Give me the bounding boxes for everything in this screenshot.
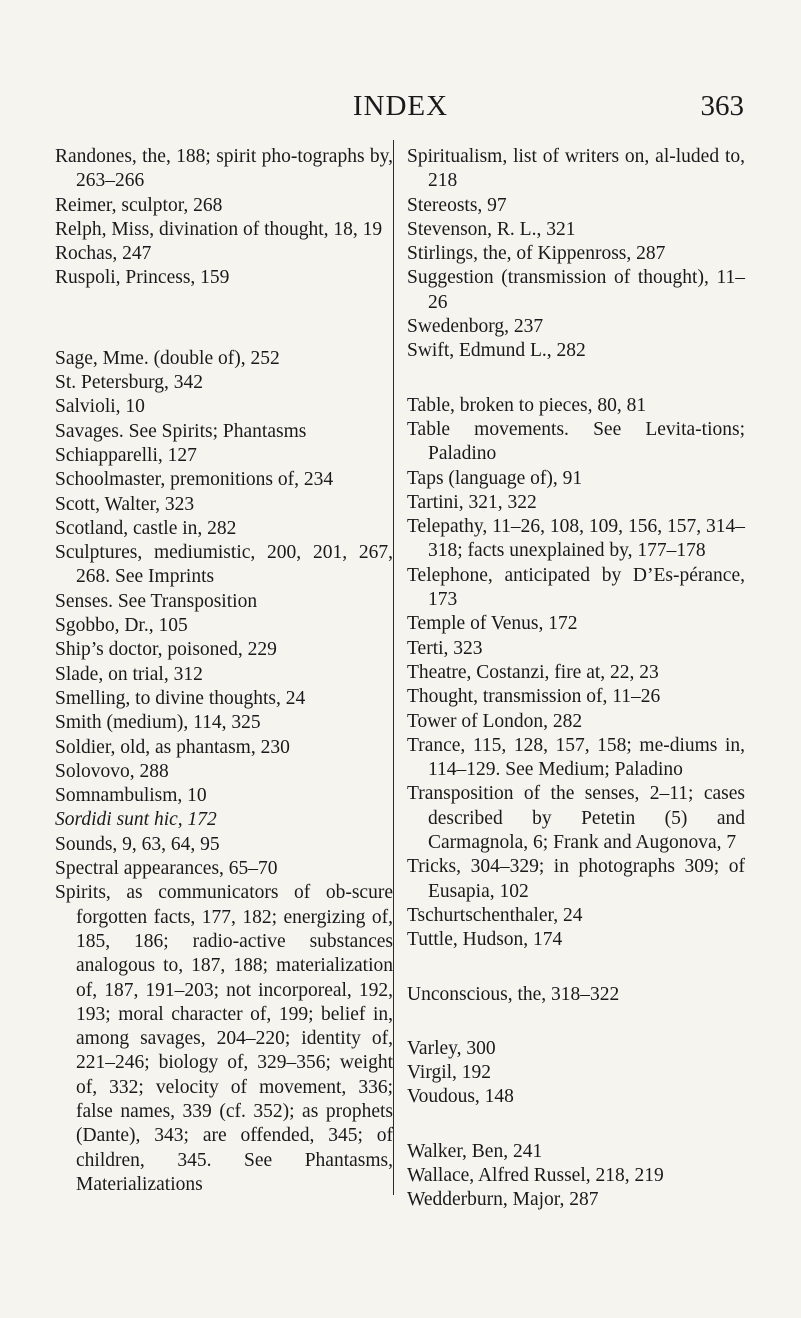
index-entry: Randones, the, 188; spirit pho-tographs by, 263–266 [55, 146, 393, 192]
index-entry: Ship’s doctor, poisoned, 229 [55, 639, 277, 661]
index-entry: Reimer, sculptor, 268 [55, 194, 223, 216]
index-entry: Telepathy, 11–26, 108, 109, 156, 157, 314–318; facts unexplained by, 177–178 [407, 516, 745, 562]
index-entry: Temple of Venus, 172 [407, 613, 578, 635]
index-entry: Scott, Walter, 323 [55, 493, 195, 515]
index-entry: Wedderburn, Major, 287 [407, 1189, 599, 1211]
index-entry: Swift, Edmund L., 282 [407, 340, 586, 362]
index-column-right [407, 145, 745, 1213]
index-entry: Voudous, 148 [407, 1086, 514, 1108]
index-entry: Ruspoli, Princess, 159 [55, 267, 230, 289]
index-entry: Stereosts, 97 [407, 194, 507, 216]
index-entry: Tower of London, 282 [407, 710, 583, 732]
index-entry: Salvioli, 10 [55, 396, 145, 418]
index-entry: Terti, 323 [407, 637, 483, 659]
index-entry: Sculptures, mediumistic, 200, 201, 267, 268. See Imprints [55, 542, 393, 588]
index-entry: Sage, Mme. (double of), 252 [55, 347, 280, 369]
index-entry: Slade, on trial, 312 [55, 663, 203, 685]
index-entry: Tartini, 321, 322 [407, 491, 537, 513]
index-entry: Savages. See Spirits; Phantasms [55, 420, 307, 442]
index-entry: St. Petersburg, 342 [55, 372, 204, 394]
index-column-left [55, 145, 393, 1197]
index-entry: Varley, 300 [407, 1037, 496, 1059]
index-entry: Telephone, anticipated by D’Es-pérance, 173 [407, 564, 745, 611]
index-entry: Smelling, to divine thoughts, 24 [55, 687, 306, 709]
index-entry: Wallace, Alfred Russel, 218, 219 [407, 1164, 664, 1186]
index-entry: Solovovo, 288 [55, 760, 169, 782]
index-entry: Thought, transmission of, 11–26 [407, 686, 661, 708]
index-entry: Sounds, 9, 63, 64, 95 [55, 833, 220, 855]
index-entry: Virgil, 192 [407, 1062, 492, 1084]
index-entry: Schoolmaster, premonitions of, 234 [55, 469, 334, 491]
index-entry: Schiapparelli, 127 [55, 444, 197, 466]
index-entry: Stevenson, R. L., 321 [407, 218, 576, 240]
index-entry: Rochas, 247 [55, 243, 152, 265]
index-entry: Suggestion (transmission of thought), 11–26 [407, 267, 745, 313]
index-entry: Tuttle, Hudson, 174 [407, 929, 563, 951]
index-entry: Spectral appearances, 65–70 [55, 858, 278, 880]
index-entry: Walker, Ben, 241 [407, 1140, 543, 1162]
index-entry: Stirlings, the, of Kippenross, 287 [407, 243, 666, 265]
index-entry: Trance, 115, 128, 157, 158; me-diums in, 114–129. See Medium; Paladino [407, 734, 745, 781]
index-entry: Tschurtschenthaler, 24 [407, 904, 583, 926]
column-divider [393, 140, 394, 1195]
index-entry: Spiritualism, list of writers on, al-luded to, 218 [407, 146, 745, 192]
index-entry: Tricks, 304–329; in photographs 309; of Eusapia, 102 [407, 856, 745, 902]
index-entry: Taps (language of), 91 [407, 467, 583, 489]
index-entry: Unconscious, the, 318–322 [407, 983, 620, 1005]
page-header [0, 90, 801, 130]
index-entry: Spirits, as communicators of ob-scure forgotten facts, 177, 182; energizing of, 185, 186; radio-active substances analogous to, 187, 188; materialization of, 187, 191–203; not incorporeal, 192, 193; moral character of, 199; belief in, among savages, 204–220; identity of, 221–246; biology of, 329–356; weight of, 332; velocity of movement, 336; false names, 339 (cf. 352); as prophets (Dante), 343; are offended, 345; of children, 345. See Phantasms, Materializations [55, 882, 393, 1195]
index-entry: Somnambulism, 10 [55, 785, 207, 807]
index-entry: Scotland, castle in, 282 [55, 517, 237, 539]
index-entry: Senses. See Transposition [55, 590, 258, 612]
index-entry: Swedenborg, 237 [407, 316, 544, 338]
index-entry: Table, broken to pieces, 80, 81 [407, 394, 647, 416]
index-entry: Relph, Miss, divination of thought, 18, 19 [55, 218, 383, 240]
page-number: 363 [700, 90, 744, 122]
index-entry: Soldier, old, as phantasm, 230 [55, 736, 290, 758]
index-entry: Theatre, Costanzi, fire at, 22, 23 [407, 661, 659, 683]
page-title: INDEX [352, 90, 449, 122]
index-entry: Table movements. See Levita-tions; Paladino [407, 418, 745, 465]
index-entry: Smith (medium), 114, 325 [55, 712, 261, 734]
index-entry: Transposition of the senses, 2–11; cases described by Petetin (5) and Carmagnola, 6; Frank and Augonova, 7 [407, 783, 745, 854]
index-entry: Sgobbo, Dr., 105 [55, 615, 188, 637]
index-entry: Sordidi sunt hic, 172 [55, 809, 217, 831]
